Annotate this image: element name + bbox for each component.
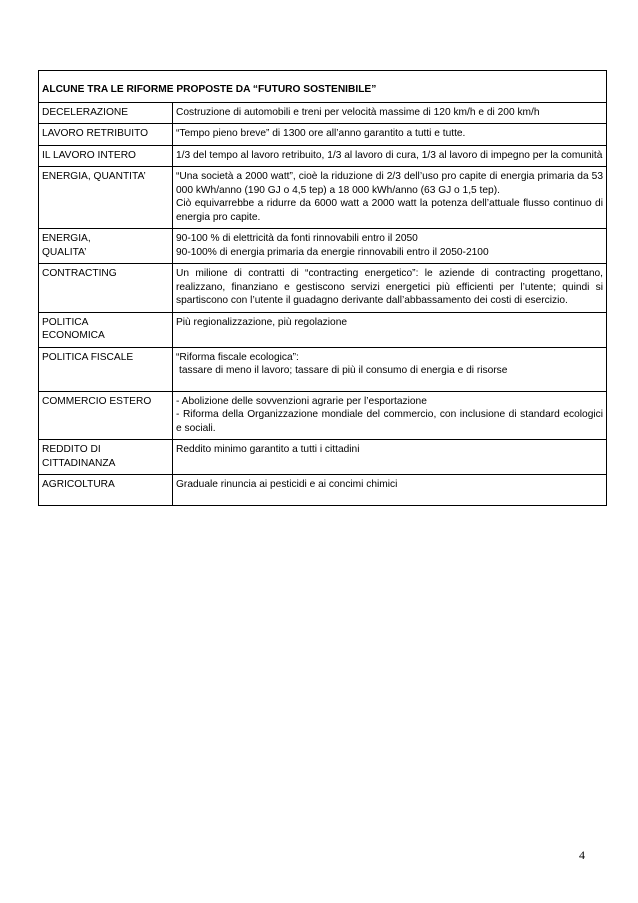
page-number: 4 [579,848,585,862]
row-label-line: LAVORO RETRIBUITO [42,128,149,139]
row-description-line: - Riforma della Organizzazione mondiale del commercio, con inclusione di standard ecologici e sociali. [176,409,603,434]
row-description-line: Graduale rinuncia ai pesticidi e ai concimi chimici [176,479,398,490]
table-title: ALCUNE TRA LE RIFORME PROPOSTE DA “FUTURO SOSTENIBILE” [39,71,607,103]
row-description-line: tassare di meno il lavoro; tassare di più il consumo di energia e di risorse [179,365,508,376]
table-row [39,167,607,229]
row-label-line: CITTADINANZA [42,457,116,469]
table-row [39,347,607,391]
row-description [173,145,607,167]
row-description-line: 90-100% di energia primaria da energie rinnovabili entro il 2050-2100 [176,246,489,258]
table-row [39,124,607,146]
row-description-line: - Abolizione delle sovvenzioni agrarie per l’esportazione [176,395,427,407]
row-label-line: REDDITO DI [42,444,101,455]
row-label-line: DECELERAZIONE [42,106,129,118]
row-label-line: ENERGIA, QUANTITA’ [42,171,146,182]
row-description [173,102,607,124]
row-description-line: 90-100 % di elettricità da fonti rinnovabili entro il 2050 [176,233,418,244]
row-description [173,229,607,264]
row-description-line: Costruzione di automobili e treni per velocità massime di 120 km/h e di 200 km/h [176,106,540,118]
row-label-line: POLITICA FISCALE [42,351,134,363]
row-label [39,229,173,264]
row-description-line: “Riforma fiscale ecologica”: [176,351,299,363]
table-row [39,475,607,506]
row-label-line: QUALITA’ [42,246,87,258]
table-row [39,102,607,124]
row-description-line: 1/3 del tempo al lavoro retribuito, 1/3 al lavoro di cura, 1/3 al lavoro di impegno per la comunità [176,149,603,161]
table-title-row [39,71,607,103]
row-label [39,264,173,313]
table-row [39,145,607,167]
row-description-line: Ciò equivarrebbe a ridurre da 6000 watt a 2000 watt la potenza dell’attuale flusso continuo di energia pro capite. [176,198,603,223]
row-description-line: “Una società a 2000 watt”, cioè la riduzione di 2/3 dell’uso pro capite di energia primaria da 53 000 kWh/anno (190 GJ o 4,5 tep) a 18 000 kWh/anno (63 GJ o 1,5 tep). [176,171,603,196]
row-label [39,102,173,124]
row-description-line: Reddito minimo garantito a tutti i cittadini [176,444,360,455]
row-label-line: ENERGIA, [42,233,91,244]
row-description [173,440,607,475]
row-description-line: “Tempo pieno breve” di 1300 ore all’anno garantito a tutti e tutte. [176,128,466,139]
row-label [39,312,173,347]
row-description [173,347,607,391]
table-row [39,440,607,475]
row-label-line: COMMERCIO ESTERO [42,395,152,407]
row-description [173,391,607,440]
row-label [39,145,173,167]
table-row [39,264,607,313]
table-row [39,312,607,347]
row-label [39,124,173,146]
table-row [39,229,607,264]
row-description-line: Più regionalizzazione, più regolazione [176,316,348,328]
row-label [39,347,173,391]
row-label [39,440,173,475]
table-row [39,391,607,440]
row-label-line: ECONOMICA [42,330,105,341]
row-label-line: CONTRACTING [42,268,117,279]
reforms-table [38,70,607,506]
row-description [173,124,607,146]
row-description [173,312,607,347]
row-label-line: IL LAVORO INTERO [42,149,136,161]
row-description-line: Un milione di contratti di “contracting energetico”: le aziende di contracting progettano, realizzano, finanziano e gestiscono servizi energetici più efficienti per l’utente; quindi si spartiscono con l’utente il guadagno derivante dall’abbassamento dei costi di esercizio. [176,268,603,306]
row-description [173,167,607,229]
row-label [39,167,173,229]
row-description [173,264,607,313]
row-label-line: AGRICOLTURA [42,479,115,490]
row-description [173,475,607,506]
row-label [39,475,173,506]
row-label [39,391,173,440]
row-label-line: POLITICA [42,316,89,328]
